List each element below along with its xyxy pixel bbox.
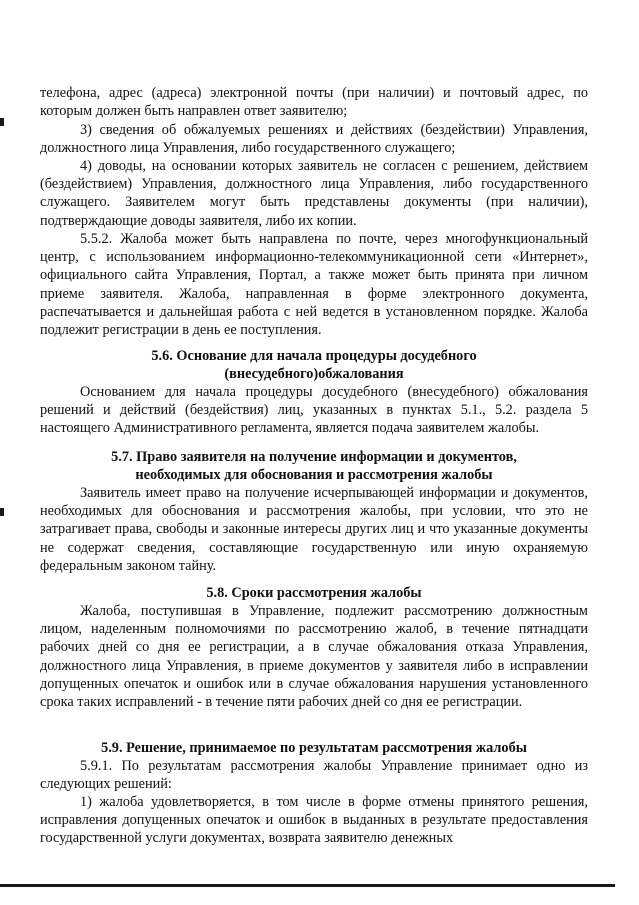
paragraph-5-9-1: 5.9.1. По результатам рассмотрения жалобы Управление принимает одно из следующих решений:: [40, 758, 588, 793]
paragraph-item-3: 3) сведения об обжалуемых решениях и действиях (бездействии) Управления, должностного лица Управления, либо государственного служащего;: [40, 122, 588, 157]
paragraph-item-4: 4) доводы, на основании которых заявитель не согласен с решением, действием (бездействием) Управления, должностного лица Управления, либо государственного служащего. Заявителем могут быть представлены документы (при наличии), подтверждающие доводы заявителя, либо их копии.: [40, 158, 588, 229]
section-heading-5-6: 5.6. Основание для начала процедуры досудебного: [151, 348, 477, 364]
paragraph-contact-info: телефона, адрес (адреса) электронной почты (при наличии) и почтовый адрес, по которым должен быть направлен ответ заявителю;: [40, 85, 588, 120]
paragraph-5-7: Заявитель имеет право на получение исчерпывающей информации и документов, необходимых для обоснования и рассмотрения жалобы, при условии, что это не затрагивает права, свободы и законные интересы других лиц и что указанные документы не содержат сведения, составляющие государственную или иную охраняемую федеральным законом тайну.: [40, 485, 588, 574]
page-bottom-rule: [0, 884, 615, 887]
scan-mark: [0, 508, 4, 516]
section-heading-5-7: 5.7. Право заявителя на получение информации и документов,: [111, 449, 517, 465]
paragraph-5-8: Жалоба, поступившая в Управление, подлежит рассмотрению должностным лицом, наделенным полномочиями по рассмотрению жалоб, в течение пятнадцати рабочих дней со дня ее регистрации, а в случае обжалования отказа Управления, должностного лица Управления, в приеме документов у заявителя либо в исправлении допущенных опечаток и ошибок или в случае обжалования нарушения установленного срока таких исправлений - в течение пяти рабочих дней со дня ее регистрации.: [40, 603, 588, 711]
paragraph-decision-1: 1) жалоба удовлетворяется, в том числе в форме отмены принятого решения, исправления допущенных опечаток и ошибок в выданных в результате предоставления государственной услуги документах, возврата заявителю денежных: [40, 794, 588, 847]
section-heading-5-8: 5.8. Сроки рассмотрения жалобы: [206, 585, 422, 601]
section-heading-5-9: 5.9. Решение, принимаемое по результатам рассмотрения жалобы: [101, 740, 527, 756]
scan-mark: [0, 118, 4, 126]
section-heading-5-6-cont: (внесудебного)обжалования: [224, 366, 404, 382]
section-heading-5-7-cont: необходимых для обоснования и рассмотрения жалобы: [135, 467, 493, 483]
paragraph-5-5-2: 5.5.2. Жалоба может быть направлена по почте, через многофункциональный центр, с использованием информационно-телекоммуникационной сети «Интернет», официального сайта Управления, Портал, а также может быть принята при личном приеме заявителя. Жалоба, направленная в форме электронного документа, распечатывается и дальнейшая работа с ней ведется в установленном порядке. Жалоба подлежит регистрации в день ее поступления.: [40, 231, 588, 339]
paragraph-5-6: Основанием для начала процедуры досудебного (внесудебного) обжалования решений и действий (бездействия) лиц, указанных в пунктах 5.1., 5.2. раздела 5 настоящего Административного регламента, является подача заявителем жалобы.: [40, 384, 588, 437]
